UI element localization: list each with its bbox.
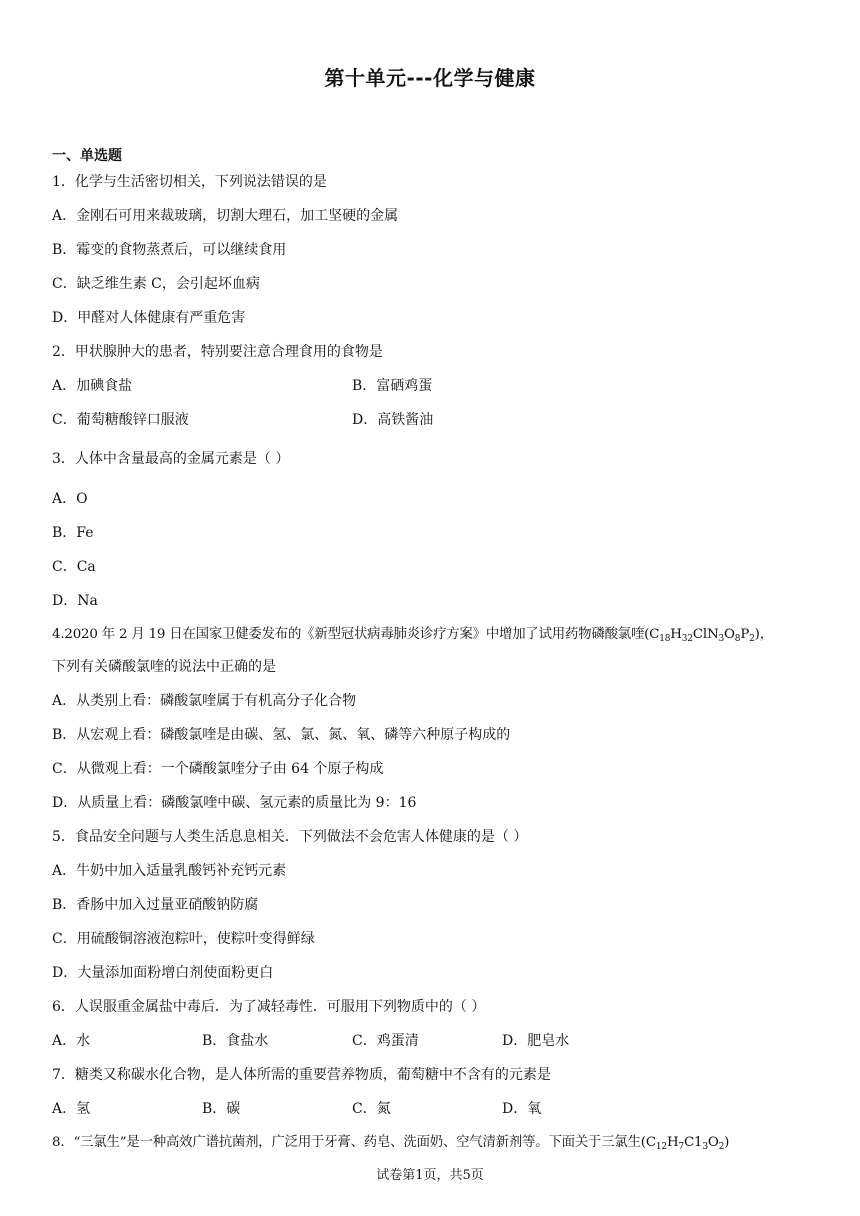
question-3-stem: 3．人体中含量最高的金属元素是（ ） [52, 451, 290, 467]
page-footer: 试卷第1页，共5页 [376, 1168, 484, 1183]
question-7-option-c: C．氮 [352, 1101, 391, 1117]
question-3-option-b: B．Fe [52, 525, 94, 541]
formula-subscript: 12 [655, 1142, 667, 1152]
question-6-option-b: B．食盐水 [202, 1033, 269, 1049]
question-2-option-a: A．加碘食盐 [52, 378, 133, 394]
question-7-option-a: A．氢 [52, 1101, 91, 1117]
question-6-stem: 6．人误服重金属盐中毒后．为了减轻毒性．可服用下列物质中的（ ） [52, 999, 486, 1015]
question-4-stem-line2: 下列有关磷酸氯喹的说法中正确的是 [52, 659, 276, 675]
formula-element: O [707, 1135, 719, 1150]
question-8-stem-end: ) [724, 1135, 730, 1150]
formula-subscript: 2 [749, 634, 755, 644]
question-6-option-d: D．肥皂水 [502, 1033, 570, 1049]
formula-subscript: 3 [718, 634, 725, 644]
page-title: 第十单元---化学与健康 [324, 66, 536, 90]
question-8-stem [52, 1133, 729, 1153]
question-1-option-a: A．金刚石可用来裁玻璃，切割大理石，加工坚硬的金属 [52, 208, 399, 224]
question-1-option-b: B．霉变的食物蒸煮后，可以继续食用 [52, 242, 287, 258]
question-8-stem-text: 8．“三氯生”是一种高效广谱抗菌剂，广泛用于牙膏、药皂、洗面奶、空气清新剂等。下面关于三氯生(C [52, 1135, 656, 1150]
question-2-option-c: C．葡萄糖酸锌口服液 [52, 412, 189, 428]
question-6-option-a: A．水 [52, 1033, 91, 1049]
question-4-stem [52, 625, 773, 645]
question-6-option-c: C．鸡蛋清 [352, 1033, 419, 1049]
question-7-stem: 7．糖类又称碳水化合物，是人体所需的重要营养物质，葡萄糖中不含有的元素是 [52, 1067, 551, 1083]
question-1-option-d: D．甲醛对人体健康有严重危害 [52, 310, 246, 326]
question-4-option-d: D．从质量上看：磷酸氯喹中碳、氢元素的质量比为 9：16 [52, 795, 417, 811]
question-3-option-d: D．Na [52, 593, 98, 609]
formula-element: H [666, 1135, 679, 1150]
formula-subscript: 18 [659, 634, 671, 644]
question-4-option-b: B．从宏观上看：磷酸氯喹是由碳、氢、氯、氮、氧、磷等六种原子构成的 [52, 727, 511, 743]
question-3-option-c: C．Ca [52, 559, 96, 575]
question-1-stem: 1．化学与生活密切相关，下列说法错误的是 [52, 174, 327, 190]
formula-element: C1 [683, 1135, 703, 1150]
question-4-stem-end: )， [754, 627, 773, 642]
formula-subscript: 32 [681, 634, 693, 644]
formula-subscript: 7 [678, 1142, 684, 1152]
question-5-stem: 5．食品安全问题与人类生活息息相关．下列做法不会危害人体健康的是（ ） [52, 829, 528, 845]
question-2-option-d: D．高铁酱油 [352, 412, 434, 428]
formula-subscript: 8 [734, 634, 741, 644]
question-7-option-b: B．碳 [202, 1101, 241, 1117]
question-5-option-a: A．牛奶中加入适量乳酸钙补充钙元素 [52, 863, 287, 879]
question-4-stem-text: 4.2020 年 2 月 19 日在国家卫健委发布的《新型冠状病毒肺炎诊疗方案》中增加了试用药物磷酸氯喹(C [52, 627, 660, 642]
question-4-option-a: A．从类别上看：磷酸氯喹属于有机高分子化合物 [52, 693, 357, 709]
question-3-option-a: A．O [52, 491, 88, 507]
section-heading: 一、单选题 [52, 148, 122, 164]
question-1-option-c: C．缺乏维生素 C，会引起坏血病 [52, 276, 260, 292]
formula-subscript: 3 [702, 1142, 708, 1152]
formula-subscript: 2 [718, 1142, 725, 1152]
formula-element: O [724, 627, 735, 642]
question-5-option-c: C．用硫酸铜溶液泡粽叶，使粽叶变得鲜绿 [52, 931, 315, 947]
question-7-option-d: D．氧 [502, 1101, 542, 1117]
question-2-option-b: B．富硒鸡蛋 [352, 378, 433, 394]
question-5-option-d: D．大量添加面粉增白剂使面粉更白 [52, 965, 274, 981]
question-2-stem: 2．甲状腺肿大的患者，特别要注意合理食用的食物是 [52, 344, 383, 360]
formula-element: ClN [692, 627, 719, 642]
question-5-option-b: B．香肠中加入过量亚硝酸钠防腐 [52, 897, 259, 913]
formula-element: H [670, 627, 682, 642]
question-4-option-c: C．从微观上看：一个磷酸氯喹分子由 64 个原子构成 [52, 761, 384, 777]
formula-element: P [740, 627, 750, 642]
